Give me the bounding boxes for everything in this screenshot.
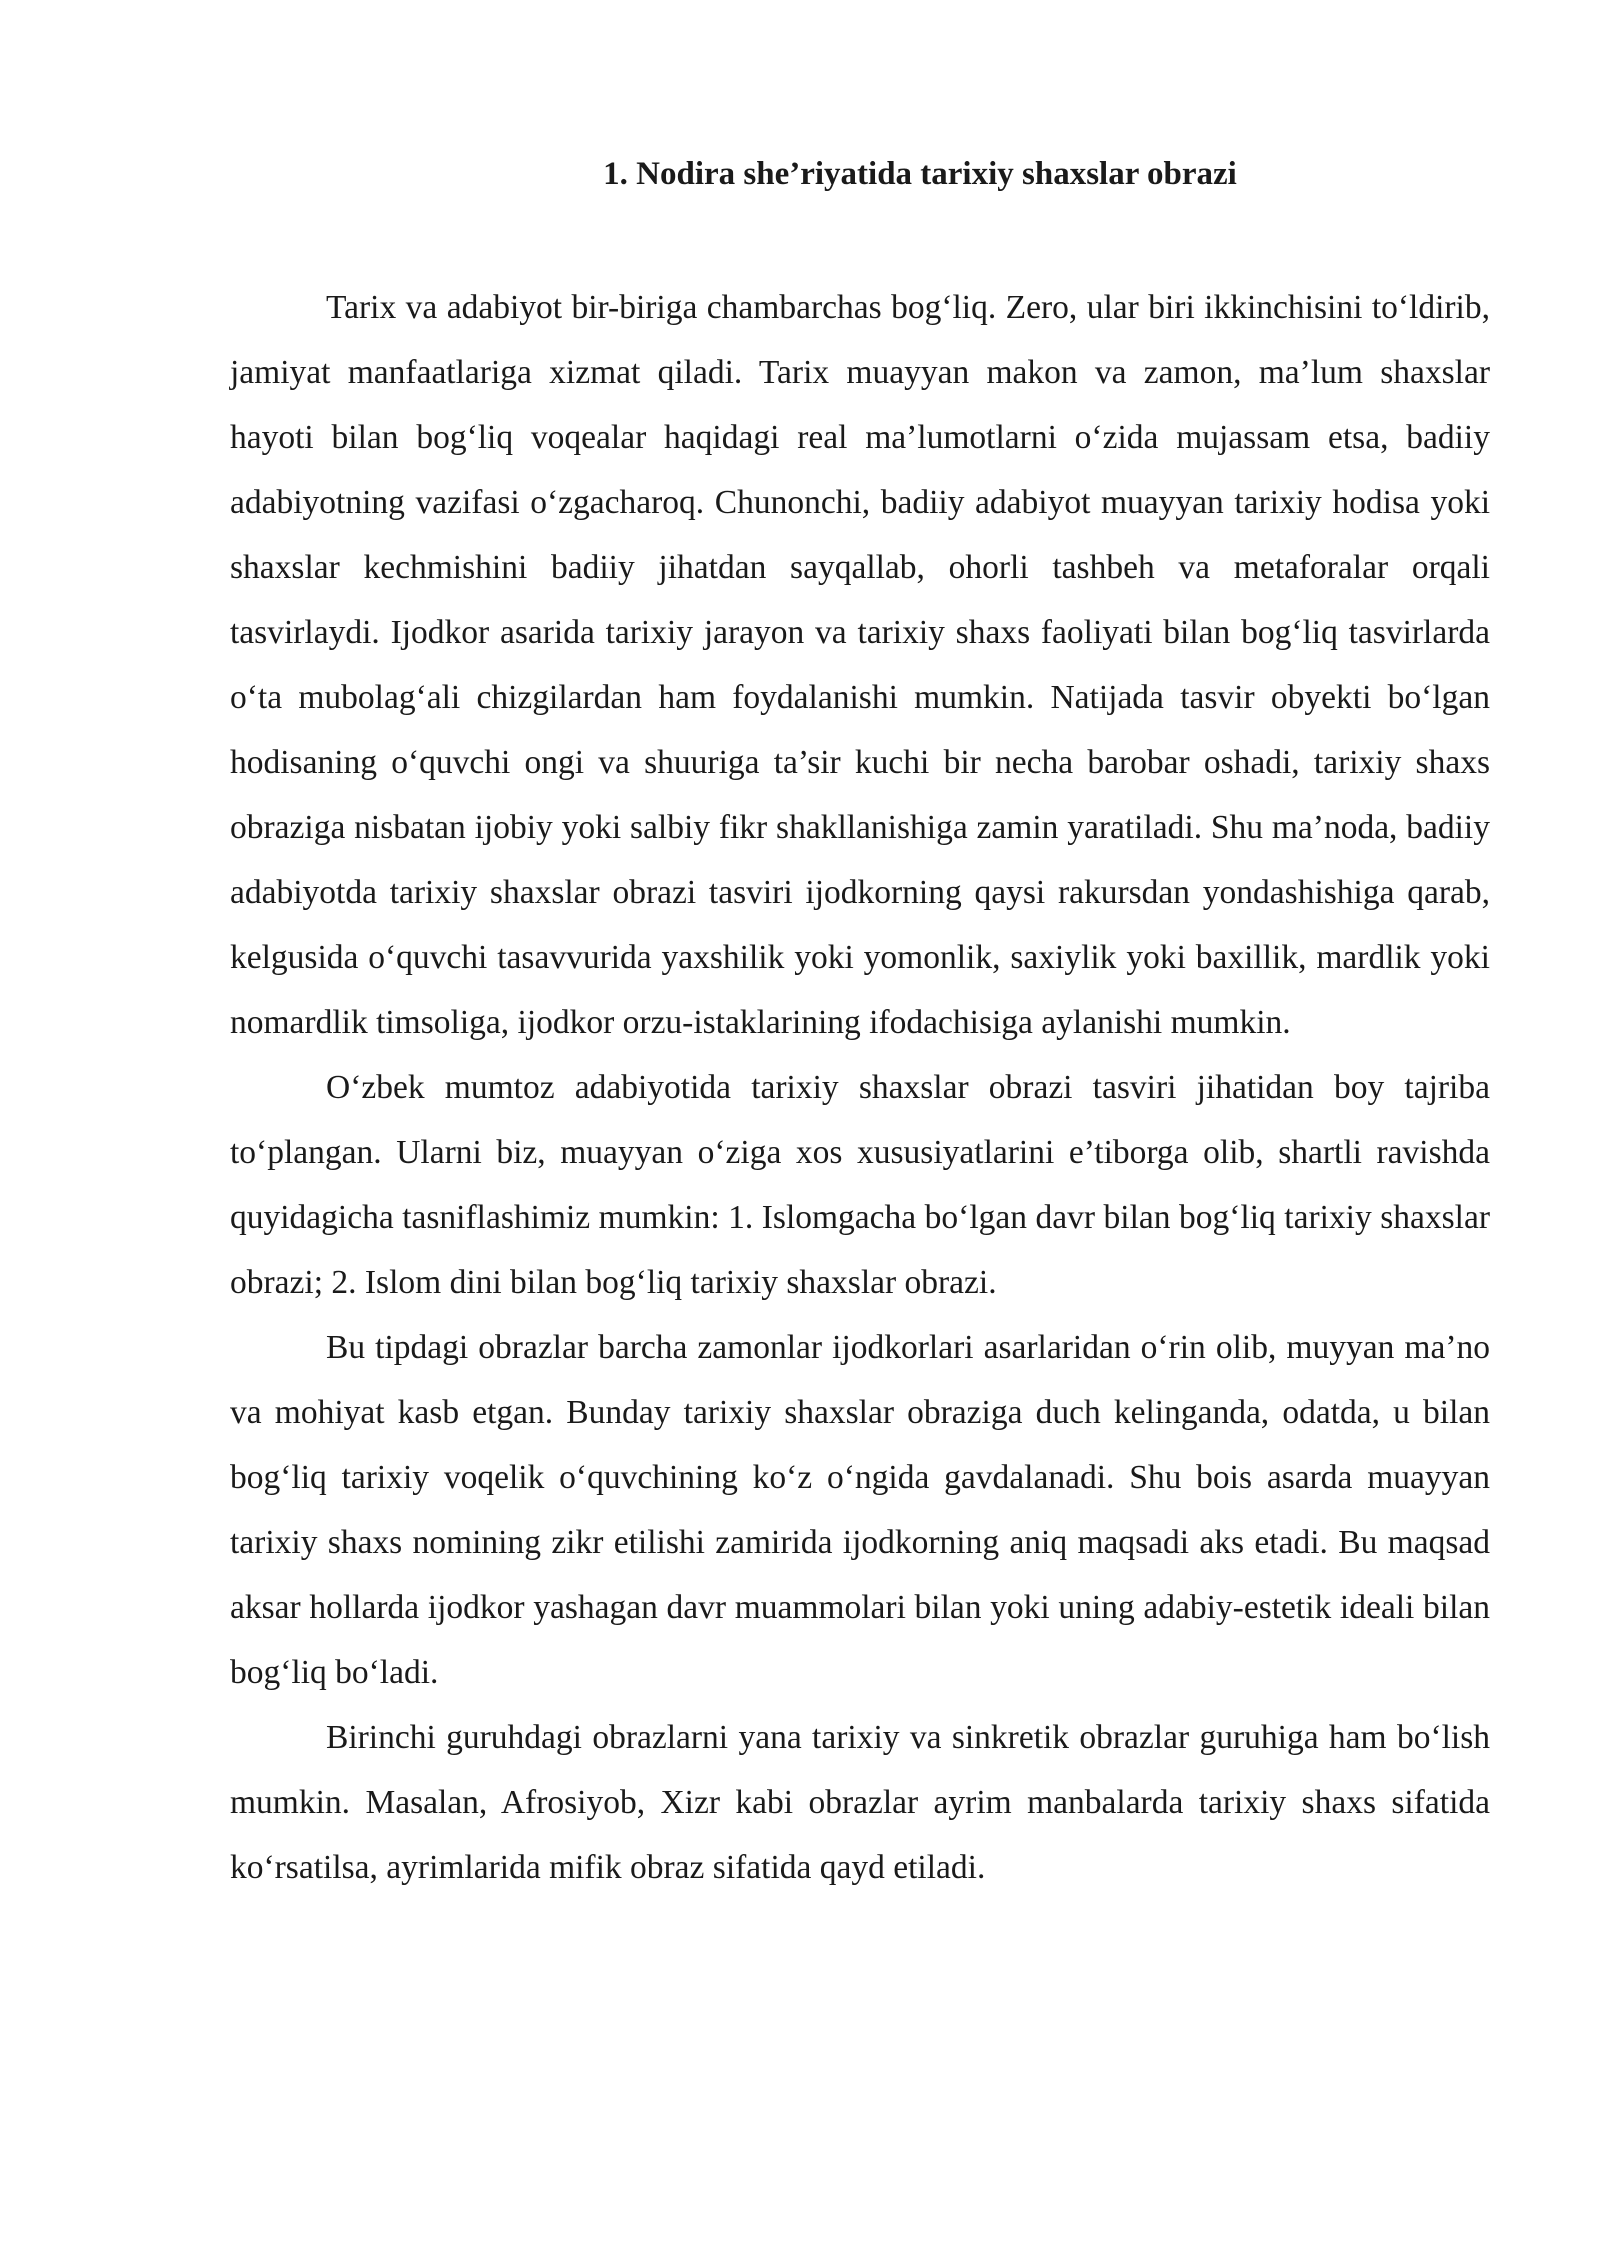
paragraph-3: Bu tipdagi obrazlar barcha zamonlar ijodkorlari asarlaridan o‘rin olib, muyyan ma’no va mohiyat kasb etgan. Bunday tarixiy shaxslar obraziga duch kelinganda, odatda, u bilan bog‘liq tarixiy voqelik o‘quvchining ko‘z o‘ngida gavdalanadi. Shu bois asarda muayyan tarixiy shaxs nomining zikr etilishi zamirida ijodkorning aniq maqsadi aks etadi. Bu maqsad aksar hollarda ijodkor yashagan davr muammolari bilan yoki uning adabiy-estetik ideali bilan bog‘liq bo‘ladi. <box>230 1329 1490 1691</box>
paragraph-1: Tarix va adabiyot bir-biriga chambarchas bog‘liq. Zero, ular biri ikkinchisini to‘ldirib, jamiyat manfaatlariga xizmat qiladi. Tarix muayyan makon va zamon, ma’lum shaxslar hayoti bilan bog‘liq voqealar haqidagi real ma’lumotlarni o‘zida mujassam etsa, badiiy adabiyotning vazifasi o‘zgacharoq. Chunonchi, badiiy adabiyot muayyan tarixiy hodisa yoki shaxslar kechmishini badiiy jihatdan sayqallab, ohorli tashbeh va metaforalar orqali tasvirlaydi. Ijodkor asarida tarixiy jarayon va tarixiy shaxs faoliyati bilan bog‘liq tasvirlarda o‘ta mubolag‘ali chizgilardan ham foydalanishi mumkin. Natijada tasvir obyekti bo‘lgan hodisaning o‘quvchi ongi va shuuriga ta’sir kuchi bir necha barobar oshadi, tarixiy shaxs obraziga nisbatan ijobiy yoki salbiy fikr shakllanishiga zamin yaratiladi. Shu ma’noda, badiiy adabiyotda tarixiy shaxslar obrazi tasviri ijodkorning qaysi rakursdan yondashishiga qarab, kelgusida o‘quvchi tasavvurida yaxshilik yoki yomonlik, saxiylik yoki baxillik, mardlik yoki nomardlik timsoliga, ijodkor orzu-istaklarining ifodachisiga aylanishi mumkin. <box>230 289 1490 1041</box>
section-title: 1. Nodira she’riyatida tarixiy shaxslar obrazi <box>603 156 1237 192</box>
body-text <box>230 275 1490 1900</box>
paragraph-4: Birinchi guruhdagi obrazlarni yana tarixiy va sinkretik obrazlar guruhiga ham bo‘lish mumkin. Masalan, Afrosiyob, Xizr kabi obrazlar ayrim manbalarda tarixiy shaxs sifatida ko‘rsatilsa, ayrimlarida mifik obraz sifatida qayd etiladi. <box>230 1719 1490 1886</box>
paragraph-2: O‘zbek mumtoz adabiyotida tarixiy shaxslar obrazi tasviri jihatidan boy tajriba to‘plangan. Ularni biz, muayyan o‘ziga xos xususiyatlarini e’tiborga olib, shartli ravishda quyidagicha tasniflashimiz mumkin: 1. Islomgacha bo‘lgan davr bilan bog‘liq tarixiy shaxslar obrazi; 2. Islom dini bilan bog‘liq tarixiy shaxslar obrazi. <box>230 1069 1490 1301</box>
